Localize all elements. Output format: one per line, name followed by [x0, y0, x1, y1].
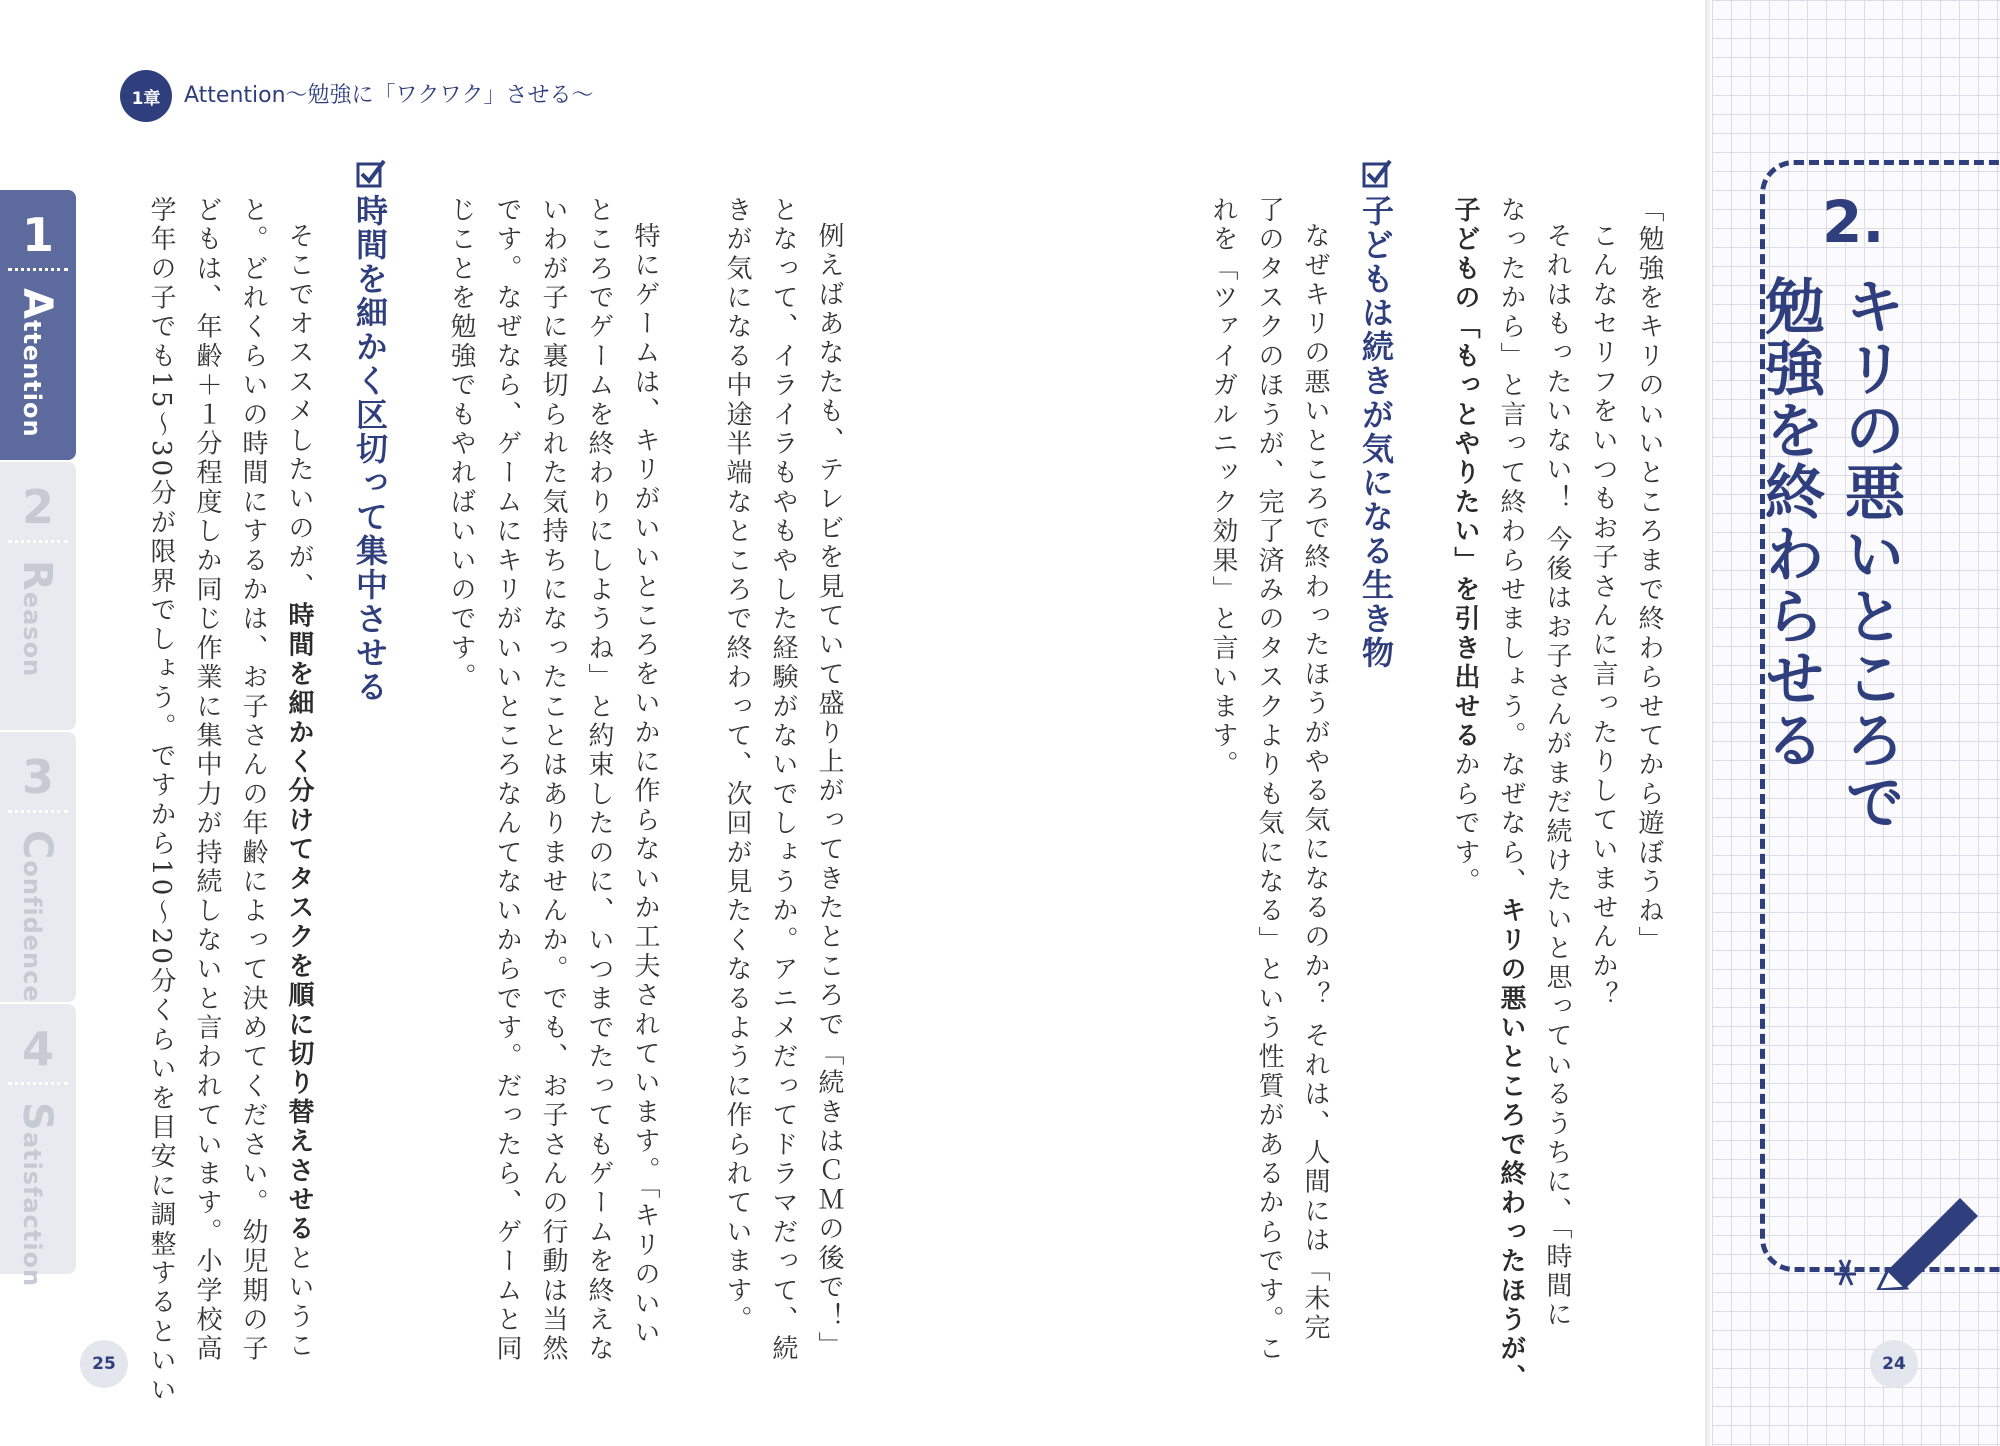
body-line: 学年の子でも15〜30分が限界でしょう。ですから10〜20分くらいを目安に調整するといい: [146, 196, 176, 1406]
body-line: いわが子に裏切られた気持ちになったことはありませんか。でも、お子さんの行動は当然: [538, 196, 568, 1364]
tab-reason[interactable]: [0, 462, 76, 730]
section-title-line1: キリの悪いところで: [1835, 275, 1905, 833]
section-heading: 子どもは続きが気になる生き物: [1357, 194, 1395, 670]
bold-phrase: 時間を細かく分けてタスクを順に切り替えさせる: [284, 601, 314, 1245]
page-number-left: 25: [80, 1340, 128, 1388]
body-line: 了のタスクのほうが、完了済みのタスクよりも気になる」という性質があるからです。こ: [1254, 196, 1284, 1364]
body-line: 特にゲームは、キリがいいところをいかに作らないか工夫されています。「キリのいい: [630, 222, 660, 1348]
pencil-icon: [1830, 1150, 1980, 1290]
tab-number: 2: [21, 480, 54, 534]
body-line: なったから」と言って終わらせましょう。なぜなら、キリの悪いところで終わったほうが、: [1496, 196, 1526, 1394]
body-line: 子どもの「もっとやりたい」を引き出せるからです。: [1450, 196, 1480, 897]
body-line: こんなセリフをいつもお子さんに言ったりしていませんか？: [1588, 222, 1618, 1011]
chapter-badge: 1章: [120, 70, 172, 122]
tab-divider: [8, 1082, 68, 1085]
body-line: きが気になる中途半端なところで終わって、次回が見たくなるように作られています。: [722, 196, 752, 1335]
body-line: なぜキリの悪いところで終わったほうがやる気になるのか？ それは、人間には「未完: [1300, 222, 1330, 1344]
body-line: れを「ツァイガルニック効果」と言います。: [1208, 196, 1238, 780]
body-line: それはもったいない！ 今後はお子さんがまだ続けたいと思っているうちに、「時間に: [1542, 222, 1572, 1331]
section-title-line2: 勉強を終わらせる: [1755, 275, 1825, 771]
body-line: そこでオススメしたいのが、時間を細かく分けてタスクを順に切り替えさせるというこ: [284, 222, 314, 1361]
tab-divider: [8, 268, 68, 271]
tab-label: Satisfaction: [14, 1102, 60, 1288]
body-line: です。なぜなら、ゲームにキリがいいところなんてないからです。だったら、ゲームと同: [492, 196, 522, 1364]
checkbox-icon: [356, 158, 386, 188]
body-line: じことを勉強でもやればいいのです。: [446, 196, 476, 693]
body-line: ところでゲームを終わりにしようね」と約束したのに、いつまでたってもゲームを終えな: [584, 196, 614, 1364]
section-heading: 時間を細かく区切って集中させる: [351, 194, 389, 704]
body-line: となって、イライラもやもやした経験がないでしょうか。アニメだってドラマだって、続: [768, 196, 798, 1364]
tab-label: Attention: [14, 288, 60, 438]
checkbox-icon: [1362, 158, 1392, 188]
chapter-title: Attention〜勉強に「ワクワク」させる〜: [184, 83, 594, 108]
body-line: 例えばあなたも、テレビを見ていて盛り上がってきたところで「続きはＣＭの後で！」: [814, 222, 844, 1361]
tab-number: 3: [21, 750, 54, 804]
tab-number: 1: [21, 208, 54, 262]
tab-divider: [8, 540, 68, 543]
section-number: 2.: [1822, 188, 1885, 256]
bold-phrase: キリの悪いところで終わったほうが、: [1496, 896, 1526, 1394]
tab-attention[interactable]: [0, 190, 76, 460]
tab-number: 4: [21, 1022, 54, 1076]
body-line: と。どれくらいの時間にするかは、お子さんの年齢によって決めてください。幼児期の子: [238, 196, 268, 1364]
tab-label: Reason: [14, 560, 60, 678]
page-gutter: [1705, 0, 1711, 1446]
tab-confidence[interactable]: [0, 732, 76, 1002]
body-line: どもは、年齢＋１分程度しか同じ作業に集中力が持続しないと言われています。小学校高: [192, 196, 222, 1364]
body-line: 「勉強をキリのいいところまで終わらせてから遊ぼうね」: [1634, 196, 1664, 956]
tab-divider: [8, 810, 68, 813]
tab-satisfaction[interactable]: [0, 1004, 76, 1288]
bold-phrase: 子どもの「もっとやりたい」を引き出せる: [1450, 196, 1480, 751]
page-number-right: 24: [1870, 1340, 1918, 1388]
tab-label: Confidence: [14, 830, 60, 1003]
